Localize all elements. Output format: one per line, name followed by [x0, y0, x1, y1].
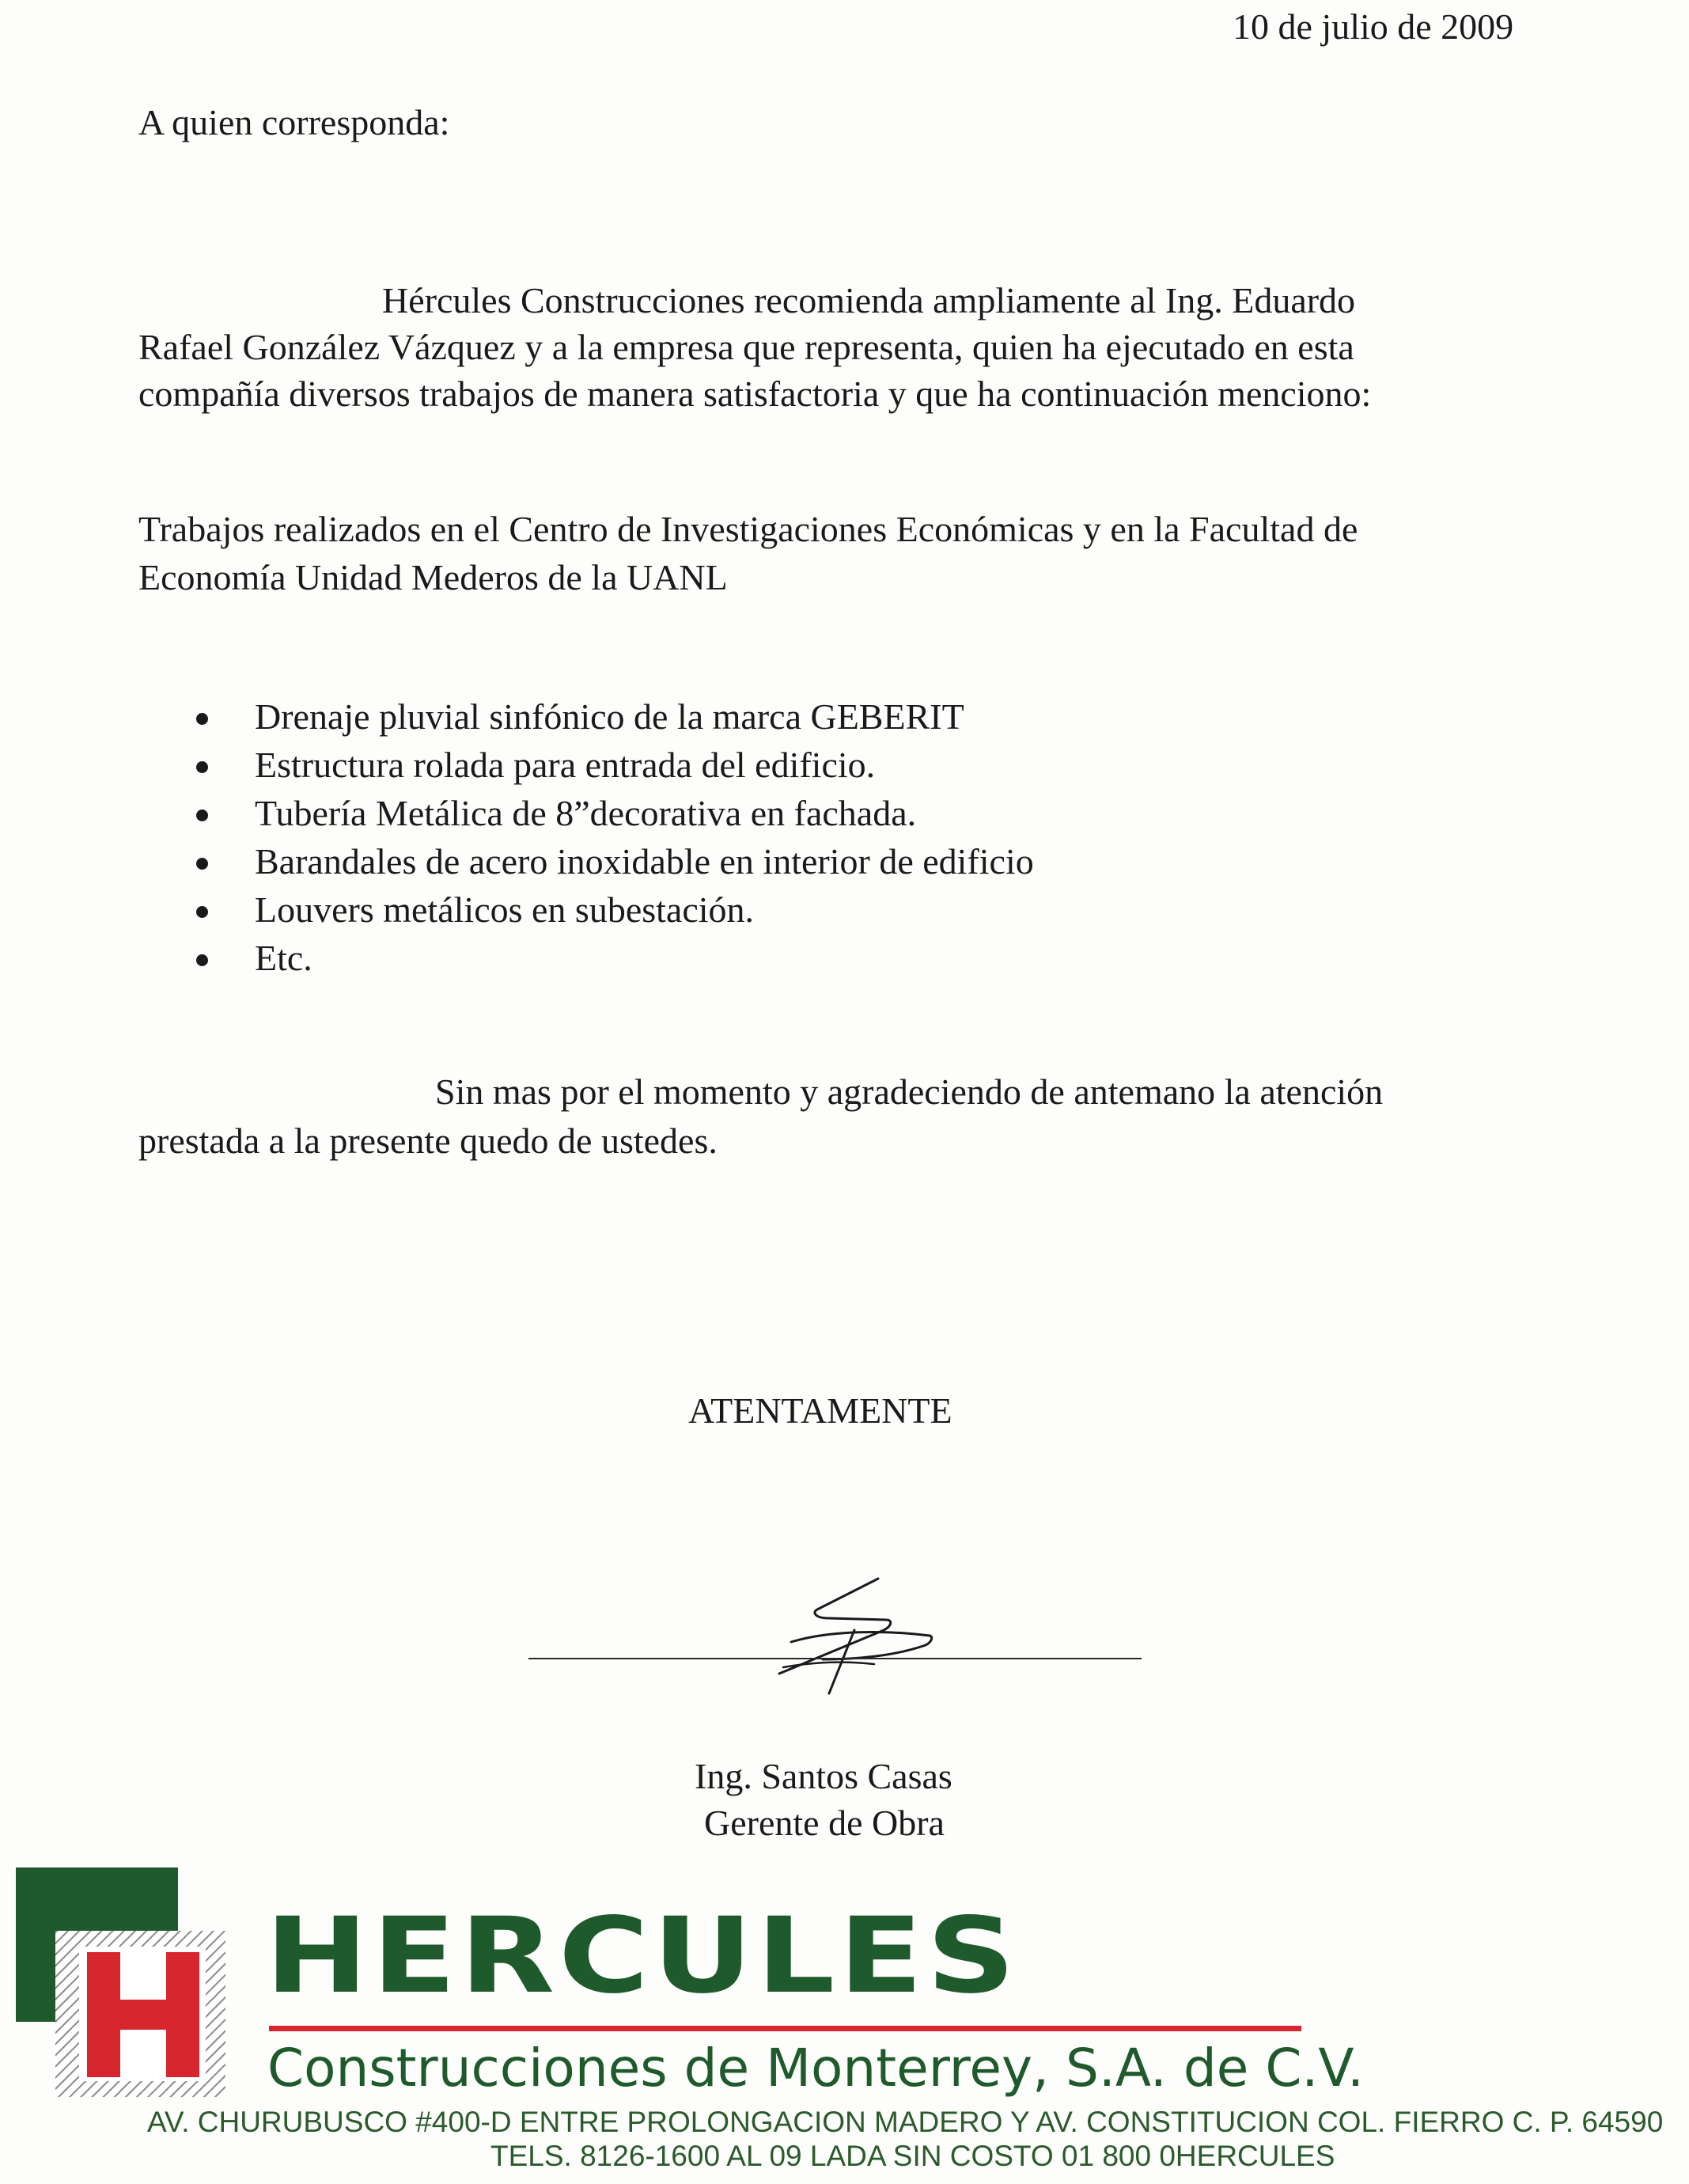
bullet-icon	[196, 713, 208, 725]
brand-name: HERCULES	[265, 1895, 1020, 2017]
list-item-text: Estructura rolada para entrada del edificio.	[255, 745, 876, 785]
brand-divider	[269, 2026, 1301, 2031]
brand-subtitle: Construcciones de Monterrey, S.A. de C.V.	[267, 2038, 1364, 2099]
list-item-text: Barandales de acero inoxidable en interior de edificio	[255, 841, 1034, 882]
works-line: Trabajos realizados en el Centro de Investigaciones Económicas y en la Facultad de	[138, 509, 1358, 549]
closing-line: Sin mas por el momento y agradeciendo de antemano la atención	[435, 1071, 1384, 1112]
list-item	[190, 692, 1034, 741]
intro-line: Hércules Construcciones recomienda ampliamente al Ing. Eduardo	[382, 280, 1356, 320]
bullet-icon	[196, 906, 208, 918]
list-item	[190, 885, 1034, 934]
footer-address: AV. CHURUBUSCO #400-D ENTRE PROLONGACION MADERO Y AV. CONSTITUCION COL. FIERRO C. P. 64590	[147, 2106, 1664, 2138]
list-item	[190, 789, 1034, 837]
signer-name: Ing. Santos Casas	[695, 1756, 952, 1796]
closing-line: prestada a la presente quedo de ustedes.	[138, 1120, 718, 1161]
bullet-icon	[196, 858, 208, 870]
list-item	[190, 741, 1034, 789]
bullet-icon	[196, 810, 208, 821]
list-item-text: Tubería Metálica de 8”decorativa en fachada.	[255, 793, 917, 833]
bullet-icon	[196, 954, 208, 966]
works-list	[190, 692, 1034, 982]
list-item-text: Drenaje pluvial sinfónico de la marca GEBERIT	[255, 696, 964, 737]
signer-title: Gerente de Obra	[704, 1803, 945, 1843]
list-item	[190, 837, 1034, 885]
bullet-icon	[196, 761, 208, 773]
list-item	[190, 934, 1034, 982]
salutation: A quien corresponda:	[138, 102, 450, 142]
letter-date: 10 de julio de 2009	[1233, 6, 1514, 47]
sign-off: ATENTAMENTE	[688, 1390, 952, 1431]
list-item-text: Louvers metálicos en subestación.	[255, 889, 755, 930]
list-item-text: Etc.	[255, 938, 312, 978]
works-line: Economía Unidad Mederos de la UANL	[138, 557, 728, 597]
handwritten-signature	[736, 1563, 941, 1705]
intro-line: Rafael González Vázquez y a la empresa que representa, quien ha ejecutado en esta	[138, 327, 1354, 367]
signature-line	[528, 1658, 1142, 1659]
footer-phones: TELS. 8126-1600 AL 09 LADA SIN COSTO 01 800 0HERCULES	[490, 2140, 1335, 2172]
hercules-logo-icon	[0, 1864, 261, 2101]
intro-line: compañía diversos trabajos de manera satisfactoria y que ha continuación menciono:	[138, 373, 1372, 414]
